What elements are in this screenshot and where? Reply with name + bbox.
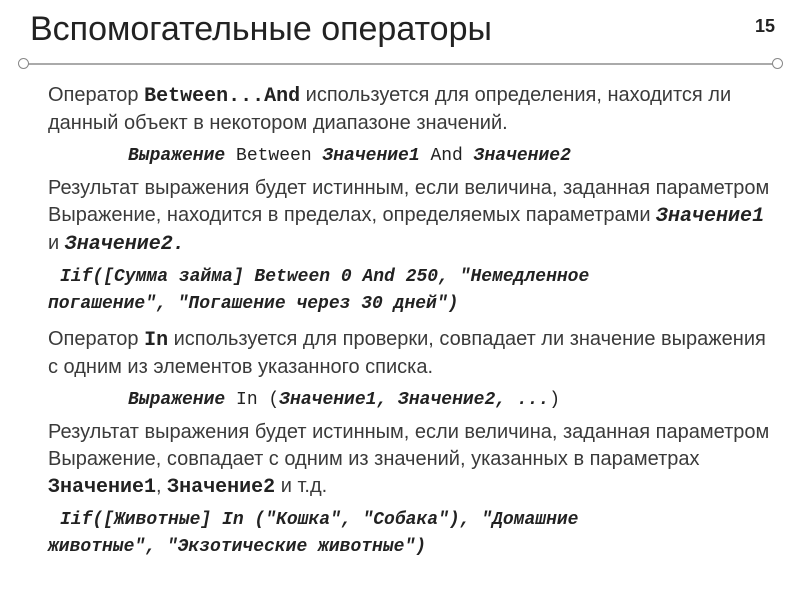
between-syntax-and: And	[419, 146, 474, 166]
between-syntax	[128, 143, 778, 169]
between-result-arg2: Значение2.	[64, 233, 185, 256]
in-syntax-args: Значение1, Значение2, ...	[279, 390, 550, 410]
in-keyword: In	[144, 329, 169, 352]
between-example-line2: погашение", "Погашение через 30 дней")	[48, 294, 459, 314]
in-intro-prefix: Оператор	[48, 328, 145, 350]
in-result-arg2: Значение2	[167, 476, 276, 499]
between-result-arg1: Значение1	[656, 205, 765, 228]
slide-body	[48, 82, 778, 569]
between-intro	[48, 82, 778, 137]
in-syntax-expression: Выражение	[128, 390, 226, 410]
in-result-tail: и т.д.	[275, 475, 328, 497]
in-syntax-close: )	[549, 390, 561, 410]
between-result-text: Результат выражения будет истинным, если величина, заданная параметром Выражение, находится в пределах, определяемых параметрами	[48, 177, 770, 226]
in-result-text: Результат выражения будет истинным, если величина, заданная параметром Выражение, совпадает с одним из значений, указанных в параметрах	[48, 421, 770, 470]
between-syntax-expression: Выражение	[128, 146, 226, 166]
divider-right-dot-icon	[772, 58, 783, 69]
between-result-and: и	[48, 232, 65, 254]
title-divider	[28, 63, 774, 65]
between-intro-suffix: используется для определения, находится ли данный объект в некотором диапазоне значений.	[48, 84, 732, 134]
between-result	[48, 175, 778, 258]
between-example	[48, 264, 778, 318]
in-syntax-keyword: In (	[225, 390, 280, 410]
in-result-arg1: Значение1	[48, 476, 157, 499]
in-result-comma: ,	[156, 475, 168, 497]
page-number: 15	[754, 16, 775, 36]
in-result	[48, 419, 778, 501]
between-example-line1: Iif([Сумма займа] Between 0 And 250, "Немедленное	[60, 267, 590, 287]
between-syntax-arg2: Значение2	[473, 146, 571, 166]
in-example-line2: животные", "Экзотические животные")	[48, 537, 427, 557]
between-syntax-arg1: Значение1	[322, 146, 420, 166]
divider-left-dot-icon	[18, 58, 29, 69]
between-intro-prefix: Оператор	[48, 84, 145, 106]
between-keyword: Between...And	[144, 85, 301, 108]
in-example	[48, 507, 778, 561]
in-syntax	[128, 387, 778, 413]
between-syntax-keyword: Between	[225, 146, 323, 166]
in-intro	[48, 326, 778, 381]
page-title: Вспомогательные операторы	[30, 10, 492, 48]
in-example-line1: Iif([Животные] In ("Кошка", "Собака"), "Домашние	[60, 510, 579, 530]
in-intro-suffix: используется для проверки, совпадает ли значение выражения с одним из элементов указанного списка.	[48, 328, 766, 378]
